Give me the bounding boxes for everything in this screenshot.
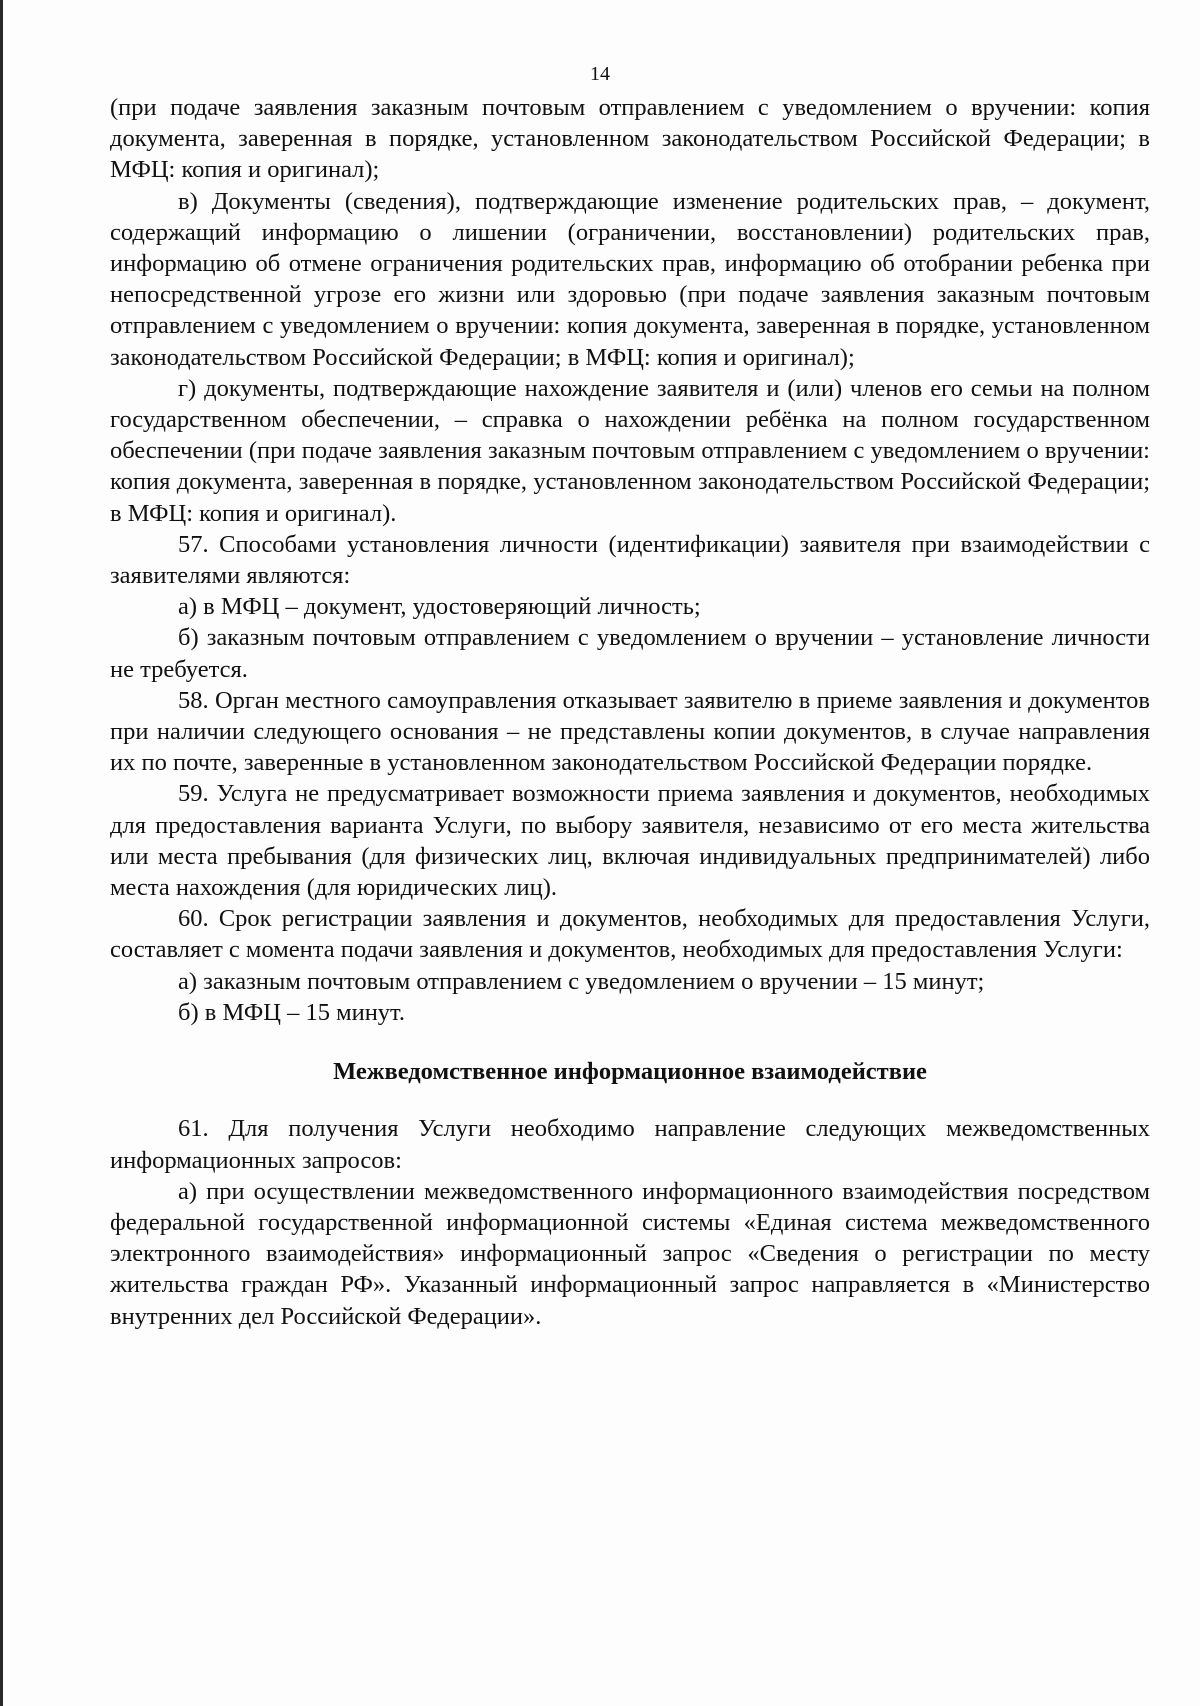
paragraph-57-a: а) в МФЦ – документ, удостоверяющий личность;	[178, 593, 701, 621]
paragraph-continuation: (при подаче заявления заказным почтовым отправлением с уведомлением о вручении: копия документа, заверенная в порядке, установленном законодательством Российской Федерации; в МФЦ: копия и оригинал);	[110, 94, 1150, 184]
page-number: 14	[590, 63, 610, 85]
paragraph-60: 60. Срок регистрации заявления и документов, необходимых для предоставления Услуги, составляет с момента подачи заявления и документов, необходимых для предоставления Услуги:	[110, 905, 1150, 964]
paragraph-item-g: г) документы, подтверждающие нахождение заявителя и (или) членов его семьи на полном государственном обеспечении, – справка о нахождении ребёнка на полном государственном обеспечении (при подаче заявления заказным почтовым отправлением с уведомлением о вручении: копия документа, заверенная в порядке, установленном законодательством Российской Федерации; в МФЦ: копия и оригинал).	[110, 374, 1150, 527]
paragraph-61: 61. Для получения Услуги необходимо направление следующих межведомственных информационных запросов:	[110, 1115, 1150, 1174]
paragraph-60-b: б) в МФЦ – 15 минут.	[178, 998, 406, 1026]
paragraph-57: 57. Способами установления личности (идентификации) заявителя при взаимодействии с заявителями являются:	[110, 530, 1150, 590]
scan-border	[0, 0, 3, 1706]
document-body	[110, 92, 1150, 1332]
paragraph-60-a: а) заказным почтовым отправлением с уведомлением о вручении – 15 минут;	[178, 967, 985, 995]
paragraph-57-b: б) заказным почтовым отправлением с уведомлением о вручении – установление личности не требуется.	[110, 624, 1150, 683]
paragraph-61-a: а) при осуществлении межведомственного информационного взаимодействия посредством федеральной государственной информационной системы «Единая система межведомственного электронного взаимодействия» информационный запрос «Сведения о регистрации по месту жительства граждан РФ». Указанный информационный запрос направляется в «Министерство внутренних дел Российской Федерации».	[110, 1177, 1150, 1330]
paragraph-59: 59. Услуга не предусматривает возможности приема заявления и документов, необходимых для предоставления варианта Услуги, по выбору заявителя, независимо от его места жительства или места пребывания (для физических лиц, включая индивидуальных предпринимателей) либо места нахождения (для юридических лиц).	[110, 780, 1150, 902]
paragraph-item-v: в) Документы (сведения), подтверждающие изменение родительских прав, – документ, содержащий информацию о лишении (ограничении, восстановлении) родительских прав, информацию об отмене ограничения родительских прав, информацию об отобрании ребенка при непосредственной угрозе его жизни или здоровью (при подаче заявления заказным почтовым отправлением с уведомлением о вручении: копия документа, заверенная в порядке, установленном законодательством Российской Федерации; в МФЦ: копия и оригинал);	[110, 187, 1150, 371]
paragraph-58: 58. Орган местного самоуправления отказывает заявителю в приеме заявления и документов при наличии следующего основания – не представлены копии документов, в случае направления их по почте, заверенные в установленном законодательством Российской Федерации порядке.	[110, 686, 1150, 777]
section-heading: Межведомственное информационное взаимодействие	[333, 1058, 927, 1086]
